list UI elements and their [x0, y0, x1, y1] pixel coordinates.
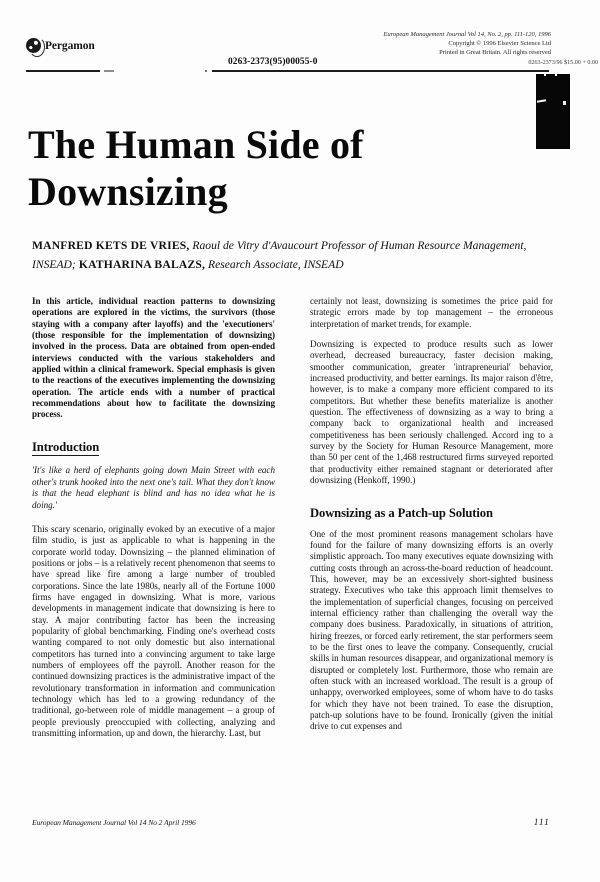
section-heading-introduction: Introduction — [32, 439, 100, 454]
issn-price-line: 0263-2373/96 $15.00 + 0.00 — [528, 60, 598, 66]
author-affiliation-secondary: Research Associate, INSEAD — [205, 258, 344, 271]
page-footer — [32, 818, 550, 828]
header-rule-dots — [104, 70, 114, 72]
patchup-paragraph-1: One of the most prominent reasons management scholars have found for the failure of many downsizing efforts is an overly simplistic approach. Too many executives equate downsizing with cutting costs through an across-the-board reduction of headcount. This, however, may be an excessively short-sighted business strategy. Executives who take this approach limit themselves to the implementation of superficial changes, focusing on perceived internal efficiency rather than challenging the overall way the company does business. Paradoxically, in situations of attrition, hiring freezes, or forced early retirement, the star performers seem to be the first ones to leave the company. Consequently, crucial skills in human resources disappear, and organizational memory is disrupted or completely lost. Furthermore, those who remain are often stuck with an increased workload. The result is a group of unhappy, overworked employees, some of whom have to do tasks for which they have not been trained. To ease the disruption, patch-up solutions have to be found. Ironically (given the initial drive to cut expenses and — [310, 528, 553, 732]
footer-page-number: 111 — [533, 818, 550, 828]
intro-paragraph-1-continued: certainly not least, downsizing is sometimes the price paid for strategic errors made by top management – the erroneous interpretation of market trends, for example. — [310, 296, 553, 329]
author-name-primary: MANFRED KETS DE VRIES, — [32, 239, 190, 252]
column-right — [310, 296, 553, 733]
journal-citation-line: European Management Journal Vol 14, No. 2, pp. 111-120, 1996 — [383, 31, 551, 38]
header-rule-left — [26, 70, 100, 72]
pergamon-logo — [26, 38, 95, 53]
header-rule-main — [212, 70, 549, 72]
thumb-tab-nick-top-a — [544, 73, 546, 76]
intro-paragraph-1: This scary scenario, originally evoked by an executive of a major film studio, is just as applicable to what is happening in the corporate world today. Downsizing – the planned elimination of positions or jobs – is a relatively recent phenomenon that seems to have spread like fire among a large number of troubled corporations. Since the late 1980s, nearly all of the Fortune 1000 firms have engaged in downsizing. What is more, various developments in management indicate that downsizing is here to stay. A major contributing factor has been the increasing popularity of global benchmarking. Finding one's overhead costs wanting compared to not only domestic but also international competitors has turned into a convincing argument to take large numbers of employees off the payroll. Another reason for the continued downsizing practices is the administrative impact of the revolutionary transformation in information and communication technology which has led to a growing redundancy of the traditional, go-between role of middle management – a group of people previously preoccupied with collecting, analyzing and transmitting information, up and down, the hierarchy. Last, but — [32, 523, 275, 739]
thumb-tab-nick-right — [563, 101, 566, 105]
footer-source: European Management Journal Vol 14 No 2 April 1996 — [32, 818, 196, 827]
header-rule-dot — [205, 70, 207, 72]
globe-icon — [26, 38, 41, 53]
pii-identifier: 0263-2373(95)00055-0 — [228, 57, 318, 67]
thumb-tab-nick-left — [537, 99, 546, 102]
copyright-line: Copyright © 1996 Elsevier Science Ltd — [448, 40, 551, 48]
abstract: In this article, individual reaction patterns to downsizing operations are explored in the victims, the survivors (those staying with a company after layoffs) and the 'executioners' (those responsible for the implementation of downsizing) involved in the process. Data are obtained from open-ended interviews conducted with the various stakeholders and applied within a clinical framework. Special emphasis is given to the reactions of the executives implementing the downsizing operation. The article ends with a number of practical recommendations about how to facilitate the downsizing process. — [32, 296, 275, 420]
thumb-tab-nick-top-b — [555, 73, 557, 76]
column-left — [32, 296, 275, 740]
scan-thumb-tab-artifact — [536, 74, 570, 149]
intro-paragraph-2: Downsizing is expected to produce results such as lower overhead, decreased bureaucracy, faster decision making, smoother communication, greater 'intrapreneurial' behavior, increased productivity, and better earnings. Its major raison d'être, however, is to make a company more efficient compared to its competitors. But whether these benefits materialize is another question. The effectiveness of downsizing as a way to bring a company back to organizational health and increased competitiveness has been seriously challenged. Accord ing to a survey by the Society for Human Resource Management, more than 50 per cent of the 1,468 restructured firms surveyed reported that productivity either remained stagnant or deteriorated after downsizing (Henkoff, 1990.) — [310, 339, 553, 486]
page-title: The Human Side of Downsizing — [28, 121, 364, 214]
section-heading-patchup: Downsizing as a Patch-up Solution — [310, 505, 493, 520]
epigraph-quote: 'It's like a herd of elephants going down Main Street with each other's trunk hooked into the next one's tail. What they don't know is that the head elephant is blind and has no idea what he is doing.' — [32, 464, 275, 511]
author-affiliation-primary: Raoul de Vitry d'Avaucourt Professor of Human Resource Management, INSEAD; — [32, 239, 527, 271]
author-name-secondary: KATHARINA BALAZS, — [75, 258, 206, 271]
publisher-name: Pergamon — [45, 39, 95, 52]
printed-line: Printed in Great Britain. All rights reserved — [439, 49, 551, 57]
journal-reference — [383, 30, 551, 57]
byline — [32, 236, 550, 274]
